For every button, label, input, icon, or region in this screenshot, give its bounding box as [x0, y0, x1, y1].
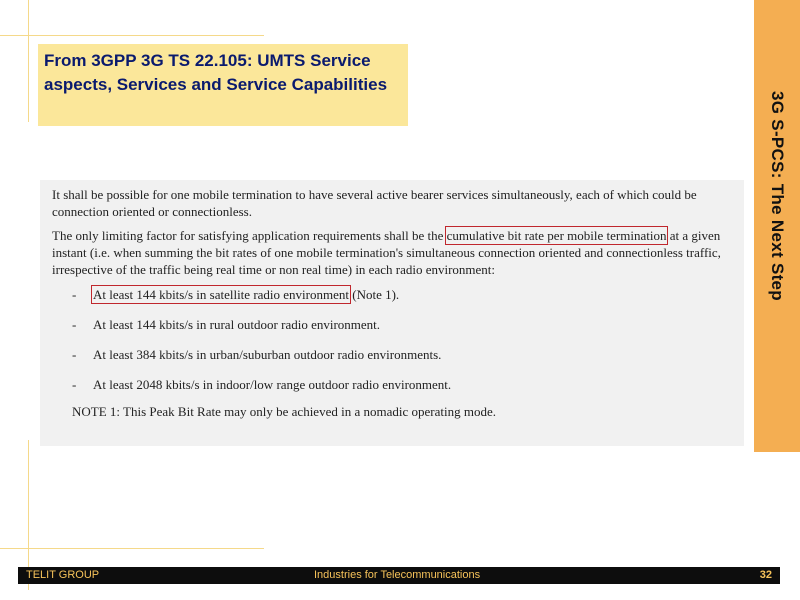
paragraph-2-text-after: at a given instant (i.e. when summing the bit rates of one mobile termination's simultaneous connection oriented and connectionless traffic, irrespective of the traffic being real time or non real time) in each radio environment:: [52, 228, 721, 277]
list-item-text: (Note 1).: [348, 287, 400, 302]
footer-tagline: Industries for Telecommunications: [314, 569, 481, 581]
list-item: [52, 346, 734, 376]
decorative-line-top-vertical: [28, 0, 29, 122]
bullet-dash: -: [72, 287, 77, 302]
list-item: [52, 376, 734, 406]
footer-bar: [18, 567, 780, 584]
excerpt-paragraph-1: It shall be possible for one mobile termination to have several active bearer services simultaneously, each of which could be connection oriented or connectionless.: [52, 187, 697, 219]
decorative-line-bottom-horizontal: [0, 548, 264, 549]
highlight-cumulative-bit-rate: cumulative bit rate per mobile termination: [446, 228, 667, 243]
list-item-text: At least 2048 kbits/s in indoor/low range outdoor radio environment.: [93, 377, 452, 392]
bullet-dash: -: [72, 377, 77, 392]
side-band-title: 3G S-PCS: The Next Step: [768, 91, 787, 301]
document-excerpt: [40, 180, 744, 446]
excerpt-paragraph-2: [52, 227, 734, 278]
highlight-satellite-rate: At least 144 kbits/s in satellite radio environment: [93, 287, 349, 302]
list-item-text: At least 384 kbits/s in urban/suburban outdoor radio environments.: [93, 347, 442, 362]
list-item: [52, 286, 734, 316]
list-item: [52, 316, 734, 346]
bullet-dash: -: [72, 347, 77, 362]
bit-rate-list: [52, 286, 734, 406]
excerpt-note: NOTE 1: This Peak Bit Rate may only be achieved in a nomadic operating mode.: [72, 404, 496, 419]
page-number: 32: [759, 569, 772, 581]
footer-company: TELIT GROUP: [26, 569, 100, 581]
slide-title: From 3GPP 3G TS 22.105: UMTS Service aspects, Services and Service Capabilities: [38, 44, 408, 126]
paragraph-2-text-before: The only limiting factor for satisfying application requirements shall be the: [52, 228, 447, 243]
list-item-text: At least 144 kbits/s in rural outdoor radio environment.: [93, 317, 381, 332]
bullet-dash: -: [72, 317, 77, 332]
decorative-line-top-horizontal: [0, 35, 264, 36]
